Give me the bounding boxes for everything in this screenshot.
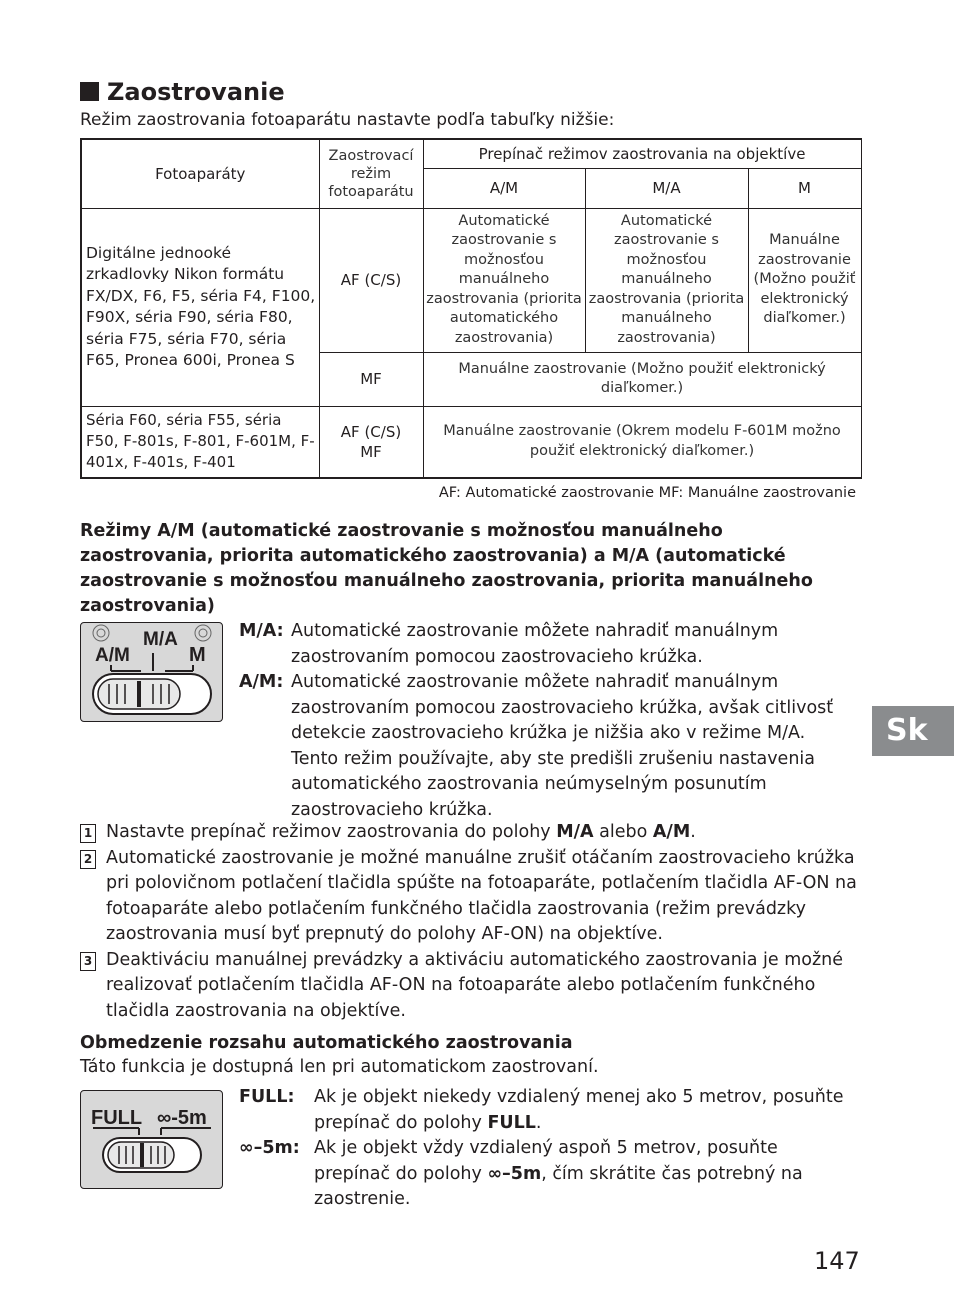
switch-full-inf-icon: [81, 1091, 222, 1188]
row3-mode-af: AF (C/S): [340, 422, 402, 441]
step-3: [80, 948, 865, 1025]
switch-label-am: A/M: [95, 645, 130, 666]
header-m: M: [748, 168, 861, 208]
full-term: FULL:: [239, 1087, 295, 1107]
page-number: 147: [814, 1247, 860, 1275]
row2-value: Manuálne zaostrovanie (Možno použiť elektronický diaľkomer.): [423, 352, 861, 406]
step-2: [80, 846, 865, 948]
section-af-range-intro: Táto funkcia je dostupná len pri automatickom zaostrovaní.: [80, 1057, 599, 1077]
row1-am-value: Automatické zaostrovanie s možnosťou manuálneho zaostrovania (priorita automatického zaostrovania): [423, 208, 585, 352]
am-text: Automatické zaostrovanie môžete nahradiť manuálnym zaostrovaním pomocou zaostrovacieho krúžka, avšak citlivosť detekcie zaostrovacieho krúžka je nižšia ako v režime M/A. Tento režim používajte, aby ste predišli zrušeniu nastavenia automatického zaostrovania neúmyselným posunutím zaostrovacieho krúžka.: [291, 672, 834, 820]
step-3-number: 3: [80, 952, 96, 971]
am-term: A/M:: [239, 672, 284, 692]
focus-mode-switch-illustration: [80, 622, 223, 722]
step-1-text-end: .: [690, 822, 696, 842]
inf-text: Ak je objekt vždy vzdialený aspoň 5 metrov, posuňte prepínač do polohy: [314, 1138, 778, 1184]
full-text: Ak je objekt niekedy vzdialený menej ako 5 metrov, posuňte prepínač do polohy: [314, 1087, 844, 1133]
heading-text: Zaostrovanie: [107, 78, 285, 106]
row3-mode: [319, 406, 423, 478]
af-limit-switch-illustration: [80, 1090, 223, 1189]
switch-label-inf: ∞-5m: [157, 1107, 207, 1129]
inf-term: ∞–5m:: [239, 1138, 300, 1158]
intro-text: Režim zaostrovania fotoaparátu nastavte podľa tabuľky nižšie:: [80, 110, 615, 130]
row1-ma-value: Automatické zaostrovanie s možnosťou manuálneho zaostrovania (priorita manuálneho zaostrovania): [585, 208, 748, 352]
inf-bold: ∞–5m: [487, 1163, 542, 1184]
section-am-ma-title: Režimy A/M (automatické zaostrovanie s možnosťou manuálneho zaostrovania, priorita automatického zaostrovania) a M/A (automatické zaostrovanie s možnosťou manuálneho zaostrovania, priorita manuálneho zaostrovania): [80, 521, 813, 616]
section-af-range-title: Obmedzenie rozsahu automatického zaostrovania: [80, 1033, 573, 1053]
header-camera-focus-mode: Zaostrovací režim fotoaparátu: [319, 139, 423, 208]
step-1-number: 1: [80, 824, 96, 843]
ma-definition: [239, 619, 854, 823]
header-cameras: Fotoaparáty: [81, 139, 319, 208]
row3-value: Manuálne zaostrovanie (Okrem modelu F-601M možno použiť elektronický diaľkomer.): [423, 406, 861, 478]
af-range-definitions: [239, 1085, 859, 1213]
steps-list: [80, 820, 865, 1024]
focus-mode-table: [80, 138, 862, 479]
step-2-number: 2: [80, 850, 96, 869]
switch-label-full: FULL: [91, 1107, 143, 1129]
step-1: [80, 820, 865, 846]
language-tab: Sk: [872, 706, 954, 756]
step-1-bold-ma: M/A: [556, 822, 594, 842]
step-1-text-mid: alebo: [593, 822, 653, 842]
row3-mode-mf: MF: [360, 442, 382, 461]
step-1-text: Nastavte prepínač režimov zaostrovania do polohy: [106, 822, 557, 842]
section-heading: [80, 78, 285, 106]
header-am: A/M: [423, 168, 585, 208]
row1-af: AF (C/S): [319, 208, 423, 352]
switch-label-m: M: [189, 644, 206, 666]
row1-cameras: Digitálne jednooké zrkadlovky Nikon formátu FX/DX, F6, F5, séria F4, F100, F90X, séria F90, séria F80, séria F75, séria F70, séria F65, Pronea 600i, Pronea S: [81, 208, 319, 406]
step-1-bold-am: A/M: [652, 822, 691, 842]
row1-m-value: Manuálne zaostrovanie (Možno použiť elektronický diaľkomer.): [748, 208, 861, 352]
ma-text: Automatické zaostrovanie môžete nahradiť manuálnym zaostrovaním pomocou zaostrovacieho krúžka.: [291, 621, 779, 667]
row3-cameras: Séria F60, séria F55, séria F50, F-801s, F-801, F-601M, F-401x, F-401s, F-401: [81, 406, 319, 478]
table-legend: AF: Automatické zaostrovanie MF: Manuálne zaostrovanie: [438, 485, 856, 501]
row2-mf: MF: [319, 352, 423, 406]
step-2-text: Automatické zaostrovanie je možné manuálne zrušiť otáčaním zaostrovacieho krúžka pri polovičnom potlačení tlačidla spúšte na fotoaparáte, potlačením tlačidla AF-ON na fotoaparáte alebo potlačením funkčného tlačidla zaostrovania (režim prevádzky zaostrovania musí byť prepnutý do polohy AF-ON) na objektíve.: [106, 847, 857, 944]
ma-term: M/A:: [239, 621, 284, 641]
header-ma: M/A: [585, 168, 748, 208]
full-text-end: .: [535, 1112, 542, 1133]
step-3-text: Deaktiváciu manuálnej prevádzky a aktiváciu automatického zaostrovania je možné realizovať potlačením tlačidla AF-ON na fotoaparáte alebo potlačením funkčného tlačidla zaostrovania na objektíve.: [106, 949, 843, 1021]
header-lens-switch: Prepínač režimov zaostrovania na objektíve: [423, 139, 861, 168]
switch-label-ma: M/A: [143, 629, 178, 650]
switch-am-ma-m-icon: [81, 623, 222, 721]
full-bold: FULL: [487, 1112, 536, 1133]
square-bullet-icon: [80, 82, 99, 101]
inf-text-end: , čím skrátite čas potrebný na zaostrenie.: [314, 1163, 803, 1209]
